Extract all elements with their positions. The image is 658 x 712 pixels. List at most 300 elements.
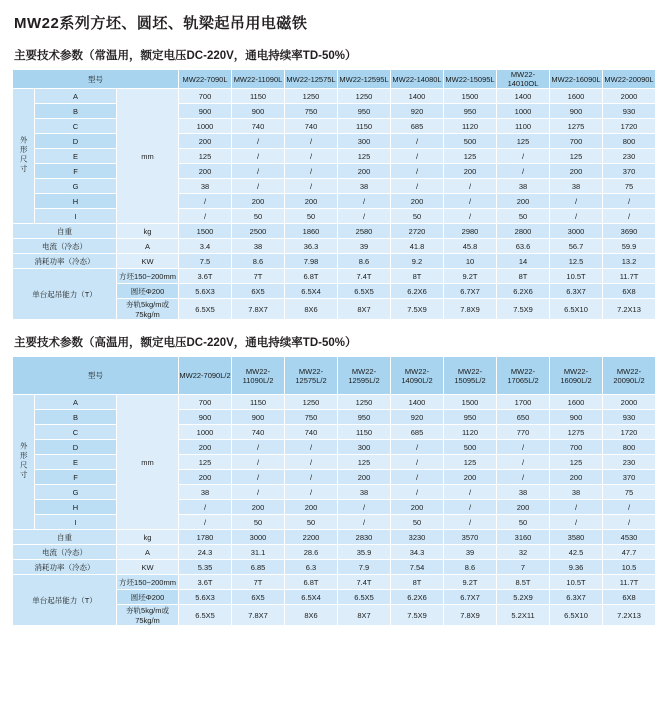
cell: 7.98 bbox=[285, 254, 338, 269]
cell: 230 bbox=[603, 149, 656, 164]
cell: 6.2X6 bbox=[391, 284, 444, 299]
cell: / bbox=[285, 470, 338, 485]
table-row bbox=[13, 224, 656, 239]
table-row bbox=[13, 104, 656, 119]
cell: 200 bbox=[444, 164, 497, 179]
cell: 9.2T bbox=[444, 575, 497, 590]
cell: 6.5X5 bbox=[179, 299, 232, 320]
cell: 950 bbox=[338, 104, 391, 119]
cell: 10.5T bbox=[550, 575, 603, 590]
table-row bbox=[13, 134, 656, 149]
cell: 14 bbox=[497, 254, 550, 269]
row-label: H bbox=[35, 500, 117, 515]
cell: 5.2X9 bbox=[497, 590, 550, 605]
cell: 900 bbox=[550, 410, 603, 425]
cell: / bbox=[232, 485, 285, 500]
cell: / bbox=[497, 149, 550, 164]
cell: 3160 bbox=[497, 530, 550, 545]
cell: 38 bbox=[550, 485, 603, 500]
cell: 3570 bbox=[444, 530, 497, 545]
model-col-6: MW22-15095L bbox=[444, 70, 497, 89]
cell: / bbox=[232, 440, 285, 455]
cell: / bbox=[497, 164, 550, 179]
cell: 38 bbox=[179, 179, 232, 194]
cell: 800 bbox=[603, 440, 656, 455]
cell: 3.6T bbox=[179, 575, 232, 590]
cell: / bbox=[550, 194, 603, 209]
cell: / bbox=[232, 470, 285, 485]
row-label: I bbox=[35, 515, 117, 530]
cell: / bbox=[391, 134, 444, 149]
cell: 200 bbox=[232, 500, 285, 515]
cell: 900 bbox=[550, 104, 603, 119]
cell: 2000 bbox=[603, 89, 656, 104]
cell: 38 bbox=[497, 485, 550, 500]
row-label: E bbox=[35, 455, 117, 470]
cell: 930 bbox=[603, 410, 656, 425]
cell: 3000 bbox=[550, 224, 603, 239]
cell: / bbox=[285, 134, 338, 149]
cell: 685 bbox=[391, 425, 444, 440]
table-row bbox=[13, 164, 656, 179]
cell: 1000 bbox=[179, 119, 232, 134]
cell: 900 bbox=[232, 104, 285, 119]
cell: 75 bbox=[603, 485, 656, 500]
cell: 1250 bbox=[285, 395, 338, 410]
table-row bbox=[13, 179, 656, 194]
model-col-5: MW22-14090L/2 bbox=[391, 357, 444, 395]
cell: / bbox=[285, 485, 338, 500]
row-label: D bbox=[35, 134, 117, 149]
table-row bbox=[13, 209, 656, 224]
cell: 1400 bbox=[497, 89, 550, 104]
cell: 50 bbox=[285, 515, 338, 530]
row-label: G bbox=[35, 179, 117, 194]
cell: 42.5 bbox=[550, 545, 603, 560]
cell: 1500 bbox=[444, 395, 497, 410]
cell: 38 bbox=[497, 179, 550, 194]
cell: 1150 bbox=[338, 425, 391, 440]
cell: 11.7T bbox=[603, 269, 656, 284]
cell: 75 bbox=[603, 179, 656, 194]
cell: 200 bbox=[179, 440, 232, 455]
lift-row-label: 圆坯Φ200 bbox=[117, 284, 179, 299]
cell: 2720 bbox=[391, 224, 444, 239]
model-col-8: MW22-16090L/2 bbox=[550, 357, 603, 395]
cell: 7.9 bbox=[338, 560, 391, 575]
table-row bbox=[13, 194, 656, 209]
cell: 685 bbox=[391, 119, 444, 134]
row-label: D bbox=[35, 440, 117, 455]
cell: 2580 bbox=[338, 224, 391, 239]
cell: / bbox=[391, 440, 444, 455]
cell: 125 bbox=[497, 134, 550, 149]
cell: / bbox=[391, 455, 444, 470]
cell: 1120 bbox=[444, 119, 497, 134]
cell: 1600 bbox=[550, 395, 603, 410]
cell: 7.8X7 bbox=[232, 605, 285, 626]
cell: 39 bbox=[338, 239, 391, 254]
cell: 6.5X4 bbox=[285, 590, 338, 605]
cell: 47.7 bbox=[603, 545, 656, 560]
section-title-high-temp: 主要技术参数（高温用，额定电压DC-220V，通电持续率TD-50%） bbox=[14, 337, 357, 349]
cell: 6.8T bbox=[285, 269, 338, 284]
cell: 8.6 bbox=[232, 254, 285, 269]
cell: 7T bbox=[232, 269, 285, 284]
cell: 5.2X11 bbox=[497, 605, 550, 626]
lift-row-label: 夯轨5kg/m或75kg/m bbox=[117, 605, 179, 626]
table-row bbox=[13, 500, 656, 515]
cell: 7.8X9 bbox=[444, 299, 497, 320]
cell: 920 bbox=[391, 410, 444, 425]
cell: 125 bbox=[444, 149, 497, 164]
cell: 8X6 bbox=[285, 299, 338, 320]
cell: 200 bbox=[444, 470, 497, 485]
cell: / bbox=[391, 179, 444, 194]
cell: 10 bbox=[444, 254, 497, 269]
cell: 56.7 bbox=[550, 239, 603, 254]
cell: 6X8 bbox=[603, 284, 656, 299]
table-row bbox=[13, 560, 656, 575]
unit-a: A bbox=[117, 545, 179, 560]
row-label: G bbox=[35, 485, 117, 500]
model-col-9: MW22-20090L/2 bbox=[603, 357, 656, 395]
cell: / bbox=[232, 164, 285, 179]
cell: 920 bbox=[391, 104, 444, 119]
unit-a: A bbox=[117, 239, 179, 254]
model-col-4: MW22-12595L/2 bbox=[338, 357, 391, 395]
cell: 200 bbox=[338, 470, 391, 485]
cell: 50 bbox=[391, 515, 444, 530]
cell: / bbox=[285, 164, 338, 179]
cell: / bbox=[179, 194, 232, 209]
cell: / bbox=[338, 515, 391, 530]
cell: 3580 bbox=[550, 530, 603, 545]
cell: 6.5X10 bbox=[550, 605, 603, 626]
cell: 50 bbox=[232, 209, 285, 224]
cell: 50 bbox=[497, 515, 550, 530]
cell: 6.7X7 bbox=[444, 284, 497, 299]
unit-kw: KW bbox=[117, 254, 179, 269]
cell: 38 bbox=[179, 485, 232, 500]
cell: 1150 bbox=[232, 395, 285, 410]
spec-table-high-temp bbox=[12, 356, 656, 626]
cell: 32 bbox=[497, 545, 550, 560]
cell: 1250 bbox=[338, 89, 391, 104]
cell: 930 bbox=[603, 104, 656, 119]
cell: 6.2X6 bbox=[391, 590, 444, 605]
row-label: E bbox=[35, 149, 117, 164]
cell: 8X7 bbox=[338, 605, 391, 626]
cell: / bbox=[285, 440, 338, 455]
cell: 200 bbox=[497, 194, 550, 209]
cell: 10.5 bbox=[603, 560, 656, 575]
cell: / bbox=[550, 500, 603, 515]
table-row bbox=[13, 455, 656, 470]
cell: 1400 bbox=[391, 89, 444, 104]
table-row bbox=[13, 239, 656, 254]
cell: / bbox=[179, 515, 232, 530]
lift-capacity-label: 单台起吊能力（T） bbox=[13, 269, 117, 320]
cell: / bbox=[179, 209, 232, 224]
cell: 800 bbox=[603, 134, 656, 149]
current-label: 电流（冷态） bbox=[13, 239, 117, 254]
dimensions-group-label: 外形尺寸 bbox=[13, 395, 35, 530]
cell: 7.5X9 bbox=[497, 299, 550, 320]
cell: 770 bbox=[497, 425, 550, 440]
cell: 740 bbox=[285, 425, 338, 440]
cell: 6.3X7 bbox=[550, 590, 603, 605]
cell: 1500 bbox=[444, 89, 497, 104]
model-col-6: MW22-15095L/2 bbox=[444, 357, 497, 395]
model-col-7: MW22-17065L/2 bbox=[497, 357, 550, 395]
cell: 1150 bbox=[338, 119, 391, 134]
cell: 1780 bbox=[179, 530, 232, 545]
cell: 8X6 bbox=[285, 605, 338, 626]
cell: 200 bbox=[497, 500, 550, 515]
cell: 200 bbox=[285, 500, 338, 515]
cell: 7.2X13 bbox=[603, 605, 656, 626]
row-label: A bbox=[35, 395, 117, 410]
cell: 7T bbox=[232, 575, 285, 590]
cell: 3000 bbox=[232, 530, 285, 545]
cell: 200 bbox=[179, 164, 232, 179]
cell: / bbox=[179, 500, 232, 515]
cell: 38 bbox=[550, 179, 603, 194]
cell: 31.1 bbox=[232, 545, 285, 560]
cell: 6X5 bbox=[232, 284, 285, 299]
cell: 6.5X4 bbox=[285, 284, 338, 299]
model-col-3: MW22-12575L/2 bbox=[285, 357, 338, 395]
cell: / bbox=[603, 209, 656, 224]
cell: 200 bbox=[232, 194, 285, 209]
cell: 700 bbox=[179, 89, 232, 104]
cell: 370 bbox=[603, 164, 656, 179]
cell: 6.7X7 bbox=[444, 590, 497, 605]
lift-row-label: 夯轨5kg/m或75kg/m bbox=[117, 299, 179, 320]
row-label: A bbox=[35, 89, 117, 104]
cell: 7.8X9 bbox=[444, 605, 497, 626]
cell: 8X7 bbox=[338, 299, 391, 320]
cell: 35.9 bbox=[338, 545, 391, 560]
cell: 370 bbox=[603, 470, 656, 485]
page-title: MW22系列方坯、圆坯、轨梁起吊用电磁铁 bbox=[14, 15, 308, 32]
row-label: H bbox=[35, 194, 117, 209]
cell: 200 bbox=[179, 134, 232, 149]
table-row bbox=[13, 440, 656, 455]
cell: / bbox=[497, 455, 550, 470]
model-col-9: MW22-20090L bbox=[603, 70, 656, 89]
table-row bbox=[13, 395, 656, 410]
cell: 41.8 bbox=[391, 239, 444, 254]
cell: / bbox=[444, 179, 497, 194]
table-row bbox=[13, 575, 656, 590]
dimensions-group-label: 外形尺寸 bbox=[13, 89, 35, 224]
spec-table-normal-temp bbox=[12, 69, 656, 320]
power-label: 消耗功率（冷态） bbox=[13, 254, 117, 269]
model-header: 型号 bbox=[13, 70, 179, 89]
cell: / bbox=[550, 209, 603, 224]
model-col-5: MW22-14080L bbox=[391, 70, 444, 89]
cell: 1860 bbox=[285, 224, 338, 239]
cell: 24.3 bbox=[179, 545, 232, 560]
cell: 59.9 bbox=[603, 239, 656, 254]
lift-capacity-label: 单台起吊能力（T） bbox=[13, 575, 117, 626]
cell: 125 bbox=[550, 455, 603, 470]
table-row bbox=[13, 89, 656, 104]
cell: 1100 bbox=[497, 119, 550, 134]
cell: 7.5X9 bbox=[391, 605, 444, 626]
self-weight-label: 自重 bbox=[13, 530, 117, 545]
table-row bbox=[13, 515, 656, 530]
cell: 125 bbox=[179, 149, 232, 164]
cell: 50 bbox=[285, 209, 338, 224]
current-label: 电流（冷态） bbox=[13, 545, 117, 560]
cell: / bbox=[232, 134, 285, 149]
section-title-normal-temp: 主要技术参数（常温用，额定电压DC-220V，通电持续率TD-50%） bbox=[14, 50, 357, 62]
cell: 12.5 bbox=[550, 254, 603, 269]
cell: 1720 bbox=[603, 119, 656, 134]
row-label: F bbox=[35, 470, 117, 485]
cell: / bbox=[232, 455, 285, 470]
cell: 500 bbox=[444, 440, 497, 455]
table-row bbox=[13, 470, 656, 485]
cell: 6.3 bbox=[285, 560, 338, 575]
cell: 900 bbox=[232, 410, 285, 425]
cell: / bbox=[603, 515, 656, 530]
cell: / bbox=[285, 455, 338, 470]
cell: 6.5X5 bbox=[338, 284, 391, 299]
cell: 7.4T bbox=[338, 269, 391, 284]
self-weight-label: 自重 bbox=[13, 224, 117, 239]
cell: 7.54 bbox=[391, 560, 444, 575]
cell: 6.8T bbox=[285, 575, 338, 590]
cell: 38 bbox=[232, 239, 285, 254]
cell: / bbox=[497, 440, 550, 455]
lift-row-label: 方坯150~200mm bbox=[117, 575, 179, 590]
cell: 2980 bbox=[444, 224, 497, 239]
cell: / bbox=[285, 179, 338, 194]
cell: / bbox=[444, 515, 497, 530]
cell: 8.6 bbox=[338, 254, 391, 269]
table-row bbox=[13, 425, 656, 440]
cell: 740 bbox=[232, 425, 285, 440]
cell: 63.6 bbox=[497, 239, 550, 254]
cell: 45.8 bbox=[444, 239, 497, 254]
cell: 28.6 bbox=[285, 545, 338, 560]
model-col-2: MW22-11090L/2 bbox=[232, 357, 285, 395]
cell: 950 bbox=[338, 410, 391, 425]
cell: 8.6 bbox=[444, 560, 497, 575]
cell: 5.35 bbox=[179, 560, 232, 575]
cell: 2830 bbox=[338, 530, 391, 545]
cell: 125 bbox=[338, 455, 391, 470]
table-row bbox=[13, 410, 656, 425]
cell: 200 bbox=[550, 164, 603, 179]
cell: 1400 bbox=[391, 395, 444, 410]
cell: 1275 bbox=[550, 119, 603, 134]
cell: 125 bbox=[444, 455, 497, 470]
cell: 11.7T bbox=[603, 575, 656, 590]
cell: 50 bbox=[497, 209, 550, 224]
cell: / bbox=[232, 179, 285, 194]
cell: / bbox=[444, 209, 497, 224]
cell: 6.2X6 bbox=[497, 284, 550, 299]
cell: 1600 bbox=[550, 89, 603, 104]
cell: 1720 bbox=[603, 425, 656, 440]
unit-kg: kg bbox=[117, 530, 179, 545]
cell: 200 bbox=[285, 194, 338, 209]
cell: 7.5X9 bbox=[391, 299, 444, 320]
cell: 230 bbox=[603, 455, 656, 470]
cell: 5.6X3 bbox=[179, 590, 232, 605]
cell: 2200 bbox=[285, 530, 338, 545]
cell: 8T bbox=[391, 269, 444, 284]
cell: 1700 bbox=[497, 395, 550, 410]
cell: 700 bbox=[179, 395, 232, 410]
unit-mm: mm bbox=[117, 395, 179, 530]
cell: 7.8X7 bbox=[232, 299, 285, 320]
table-row bbox=[13, 545, 656, 560]
cell: 6.5X5 bbox=[338, 590, 391, 605]
cell: 3690 bbox=[603, 224, 656, 239]
cell: 125 bbox=[550, 149, 603, 164]
cell: / bbox=[391, 164, 444, 179]
cell: 1150 bbox=[232, 89, 285, 104]
cell: 6X8 bbox=[603, 590, 656, 605]
cell: 3.6T bbox=[179, 269, 232, 284]
cell: 6X5 bbox=[232, 590, 285, 605]
model-col-4: MW22-12595L bbox=[338, 70, 391, 89]
lift-row-label: 圆坯Φ200 bbox=[117, 590, 179, 605]
model-col-7: MW22-14010OL bbox=[497, 70, 550, 89]
cell: 125 bbox=[179, 455, 232, 470]
cell: 9.2 bbox=[391, 254, 444, 269]
table-row bbox=[13, 485, 656, 500]
table-row bbox=[13, 149, 656, 164]
cell: 300 bbox=[338, 134, 391, 149]
cell: / bbox=[285, 149, 338, 164]
cell: 200 bbox=[391, 500, 444, 515]
cell: 1000 bbox=[179, 425, 232, 440]
cell: 900 bbox=[179, 410, 232, 425]
cell: 7.2X13 bbox=[603, 299, 656, 320]
model-col-1: MW22-7090L bbox=[179, 70, 232, 89]
cell: 7.5 bbox=[179, 254, 232, 269]
table-row bbox=[13, 254, 656, 269]
cell: 6.5X10 bbox=[550, 299, 603, 320]
cell: 700 bbox=[550, 440, 603, 455]
cell: 6.5X5 bbox=[179, 605, 232, 626]
cell: 200 bbox=[391, 194, 444, 209]
cell: 2800 bbox=[497, 224, 550, 239]
cell: / bbox=[391, 149, 444, 164]
cell: / bbox=[497, 470, 550, 485]
lift-row-label: 方坯150~200mm bbox=[117, 269, 179, 284]
cell: / bbox=[603, 194, 656, 209]
cell: / bbox=[338, 194, 391, 209]
cell: 200 bbox=[338, 164, 391, 179]
cell: / bbox=[550, 515, 603, 530]
table-row bbox=[13, 269, 656, 284]
cell: / bbox=[444, 194, 497, 209]
cell: 8.5T bbox=[497, 575, 550, 590]
table-row bbox=[13, 119, 656, 134]
cell: 50 bbox=[232, 515, 285, 530]
cell: 34.3 bbox=[391, 545, 444, 560]
cell: 38 bbox=[338, 485, 391, 500]
cell: 5.6X3 bbox=[179, 284, 232, 299]
